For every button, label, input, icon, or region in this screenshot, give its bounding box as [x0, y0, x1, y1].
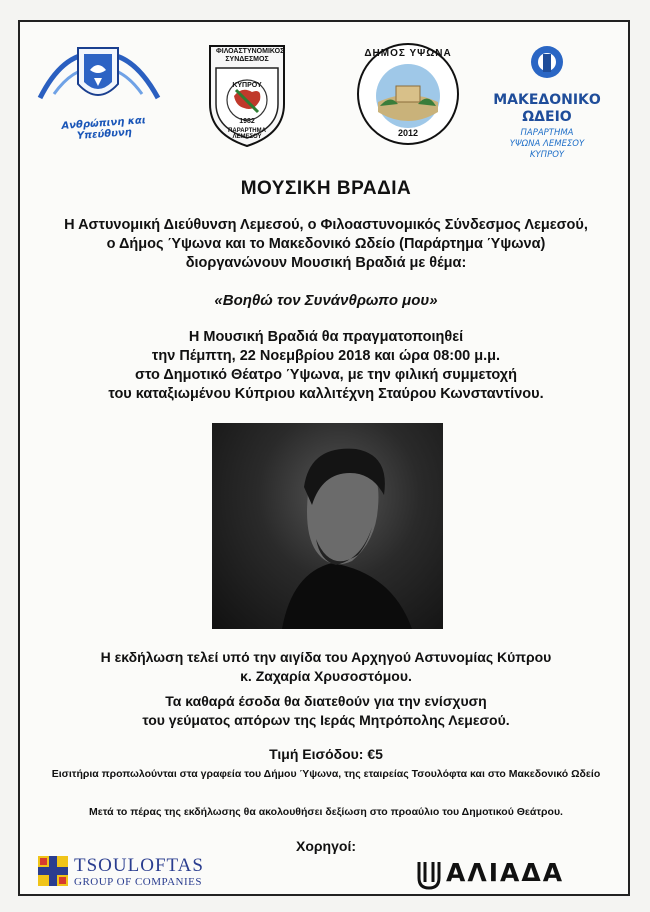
police-motto: Ανθρώπινη και Υπεύθυνη [61, 115, 147, 142]
event-details [20, 328, 632, 404]
municipality-logo [356, 42, 460, 146]
details-line: του καταξιωμένου Κύπριου καλλιτέχνη Σταύρου Κωνσταντίνου. [108, 386, 544, 402]
details-line: την Πέμπτη, 22 Νοεμβρίου 2018 και ώρα 08:00 μ.μ. [151, 348, 501, 364]
ticket-price: Τιμή Εισόδου: €5 [269, 746, 383, 762]
intro-paragraph [20, 216, 632, 273]
conservatory-title [482, 92, 612, 126]
proceeds-line: του γεύματος απόρων της Ιεράς Μητρόπολης Λεμεσού. [142, 712, 510, 728]
details-line: Η Μουσική Βραδιά θα πραγματοποιηθεί [188, 329, 464, 345]
sponsors-label: Χορηγοί: [296, 838, 356, 854]
conservatory-title-line: ΜΑΚΕΔΟΝΙΚΟ [493, 92, 601, 108]
tsouloftas-name: TSOULOFTAS [74, 855, 204, 876]
conservatory-subtitle [482, 128, 612, 161]
poster [18, 20, 630, 896]
event-theme: «Βοηθώ τον Συνάνθρωπο μου» [214, 292, 438, 309]
intro-line: ο Δήμος Ύψωνα και το Μακεδονικό Ωδείο (Παράρτημα Ύψωνα) [106, 236, 546, 252]
presale-info: Εισιτήρια προπωλούνται στα γραφεία του Δήμου Ύψωνα, της εταιρείας Τσουλόφτα και στο Μακεδονικό Ωδείο [51, 768, 601, 780]
friends-center-text: ΚΥΠΡΟΥ [232, 82, 262, 89]
conservatory-sub-line: ΚΥΠΡΟΥ [529, 150, 565, 160]
aliada-mark-icon [416, 858, 442, 890]
intro-line: διοργανώνουν Μουσική Βραδιά με θέμα: [185, 255, 467, 271]
artist-photo [212, 423, 443, 629]
police-emblem-icon [34, 40, 164, 120]
municipality-name: ΔΗΜΟΣ ΥΨΩΝΑ [364, 48, 452, 59]
conservatory-title-line: ΩΔΕΙΟ [522, 109, 572, 125]
patronage-line: κ. Ζαχαρία Χρυσοστόμου. [240, 668, 412, 684]
logo-row [20, 22, 632, 162]
friends-of-police-logo [206, 42, 288, 148]
proceeds-paragraph [20, 692, 632, 730]
municipality-year: 2012 [397, 128, 419, 138]
aliada-name: ΑΛΙΑΔΑ [446, 858, 565, 887]
intro-line: Η Αστυνομική Διεύθυνση Λεμεσού, ο Φιλοαστυνομικός Σύνδεσμος Λεμεσού, [64, 217, 588, 233]
tsouloftas-mark-icon [36, 854, 70, 888]
conservatory-logo [482, 40, 612, 160]
conservatory-sub-line: ΥΨΩΝΑ ΛΕΜΕΣΟΥ [509, 139, 585, 149]
details-line: στο Δημοτικό Θέατρο Ύψωνα, με την φιλική συμμετοχή [135, 367, 517, 383]
aliada-logo [416, 858, 566, 890]
friends-top-text: ΦΙΛΟΑΣΤΥΝΟΜΙΚΟΣ ΣΥΝΔΕΣΜΟΣ [216, 48, 285, 63]
proceeds-line: Τα καθαρά έσοδα θα διατεθούν για την ενίσχυση [165, 693, 487, 709]
event-title: ΜΟΥΣΙΚΗ ΒΡΑΔΙΑ [240, 178, 412, 199]
tsouloftas-logo [36, 854, 216, 890]
patronage-paragraph [20, 648, 632, 686]
tsouloftas-group: GROUP OF COMPANIES [74, 876, 202, 888]
conservatory-emblem-icon [482, 40, 612, 90]
conservatory-sub-line: ΠΑΡΑΡΤΗΜΑ [520, 128, 574, 138]
friends-year: 1982 [239, 118, 255, 125]
reception-info: Μετά το πέρας της εκδήλωσης θα ακολουθήσει δεξίωση στο προαύλιο του Δημοτικού Θεάτρου. [89, 806, 563, 818]
patronage-line: Η εκδήλωση τελεί υπό την αιγίδα του Αρχηγού Αστυνομίας Κύπρου [100, 649, 552, 665]
cyprus-police-logo [34, 40, 164, 150]
artist-portrait-icon [212, 423, 443, 629]
friends-bottom-text: ΠΑΡΑΡΤΗΜΑ ΛΕΜΕΣΟΥ [228, 128, 266, 140]
